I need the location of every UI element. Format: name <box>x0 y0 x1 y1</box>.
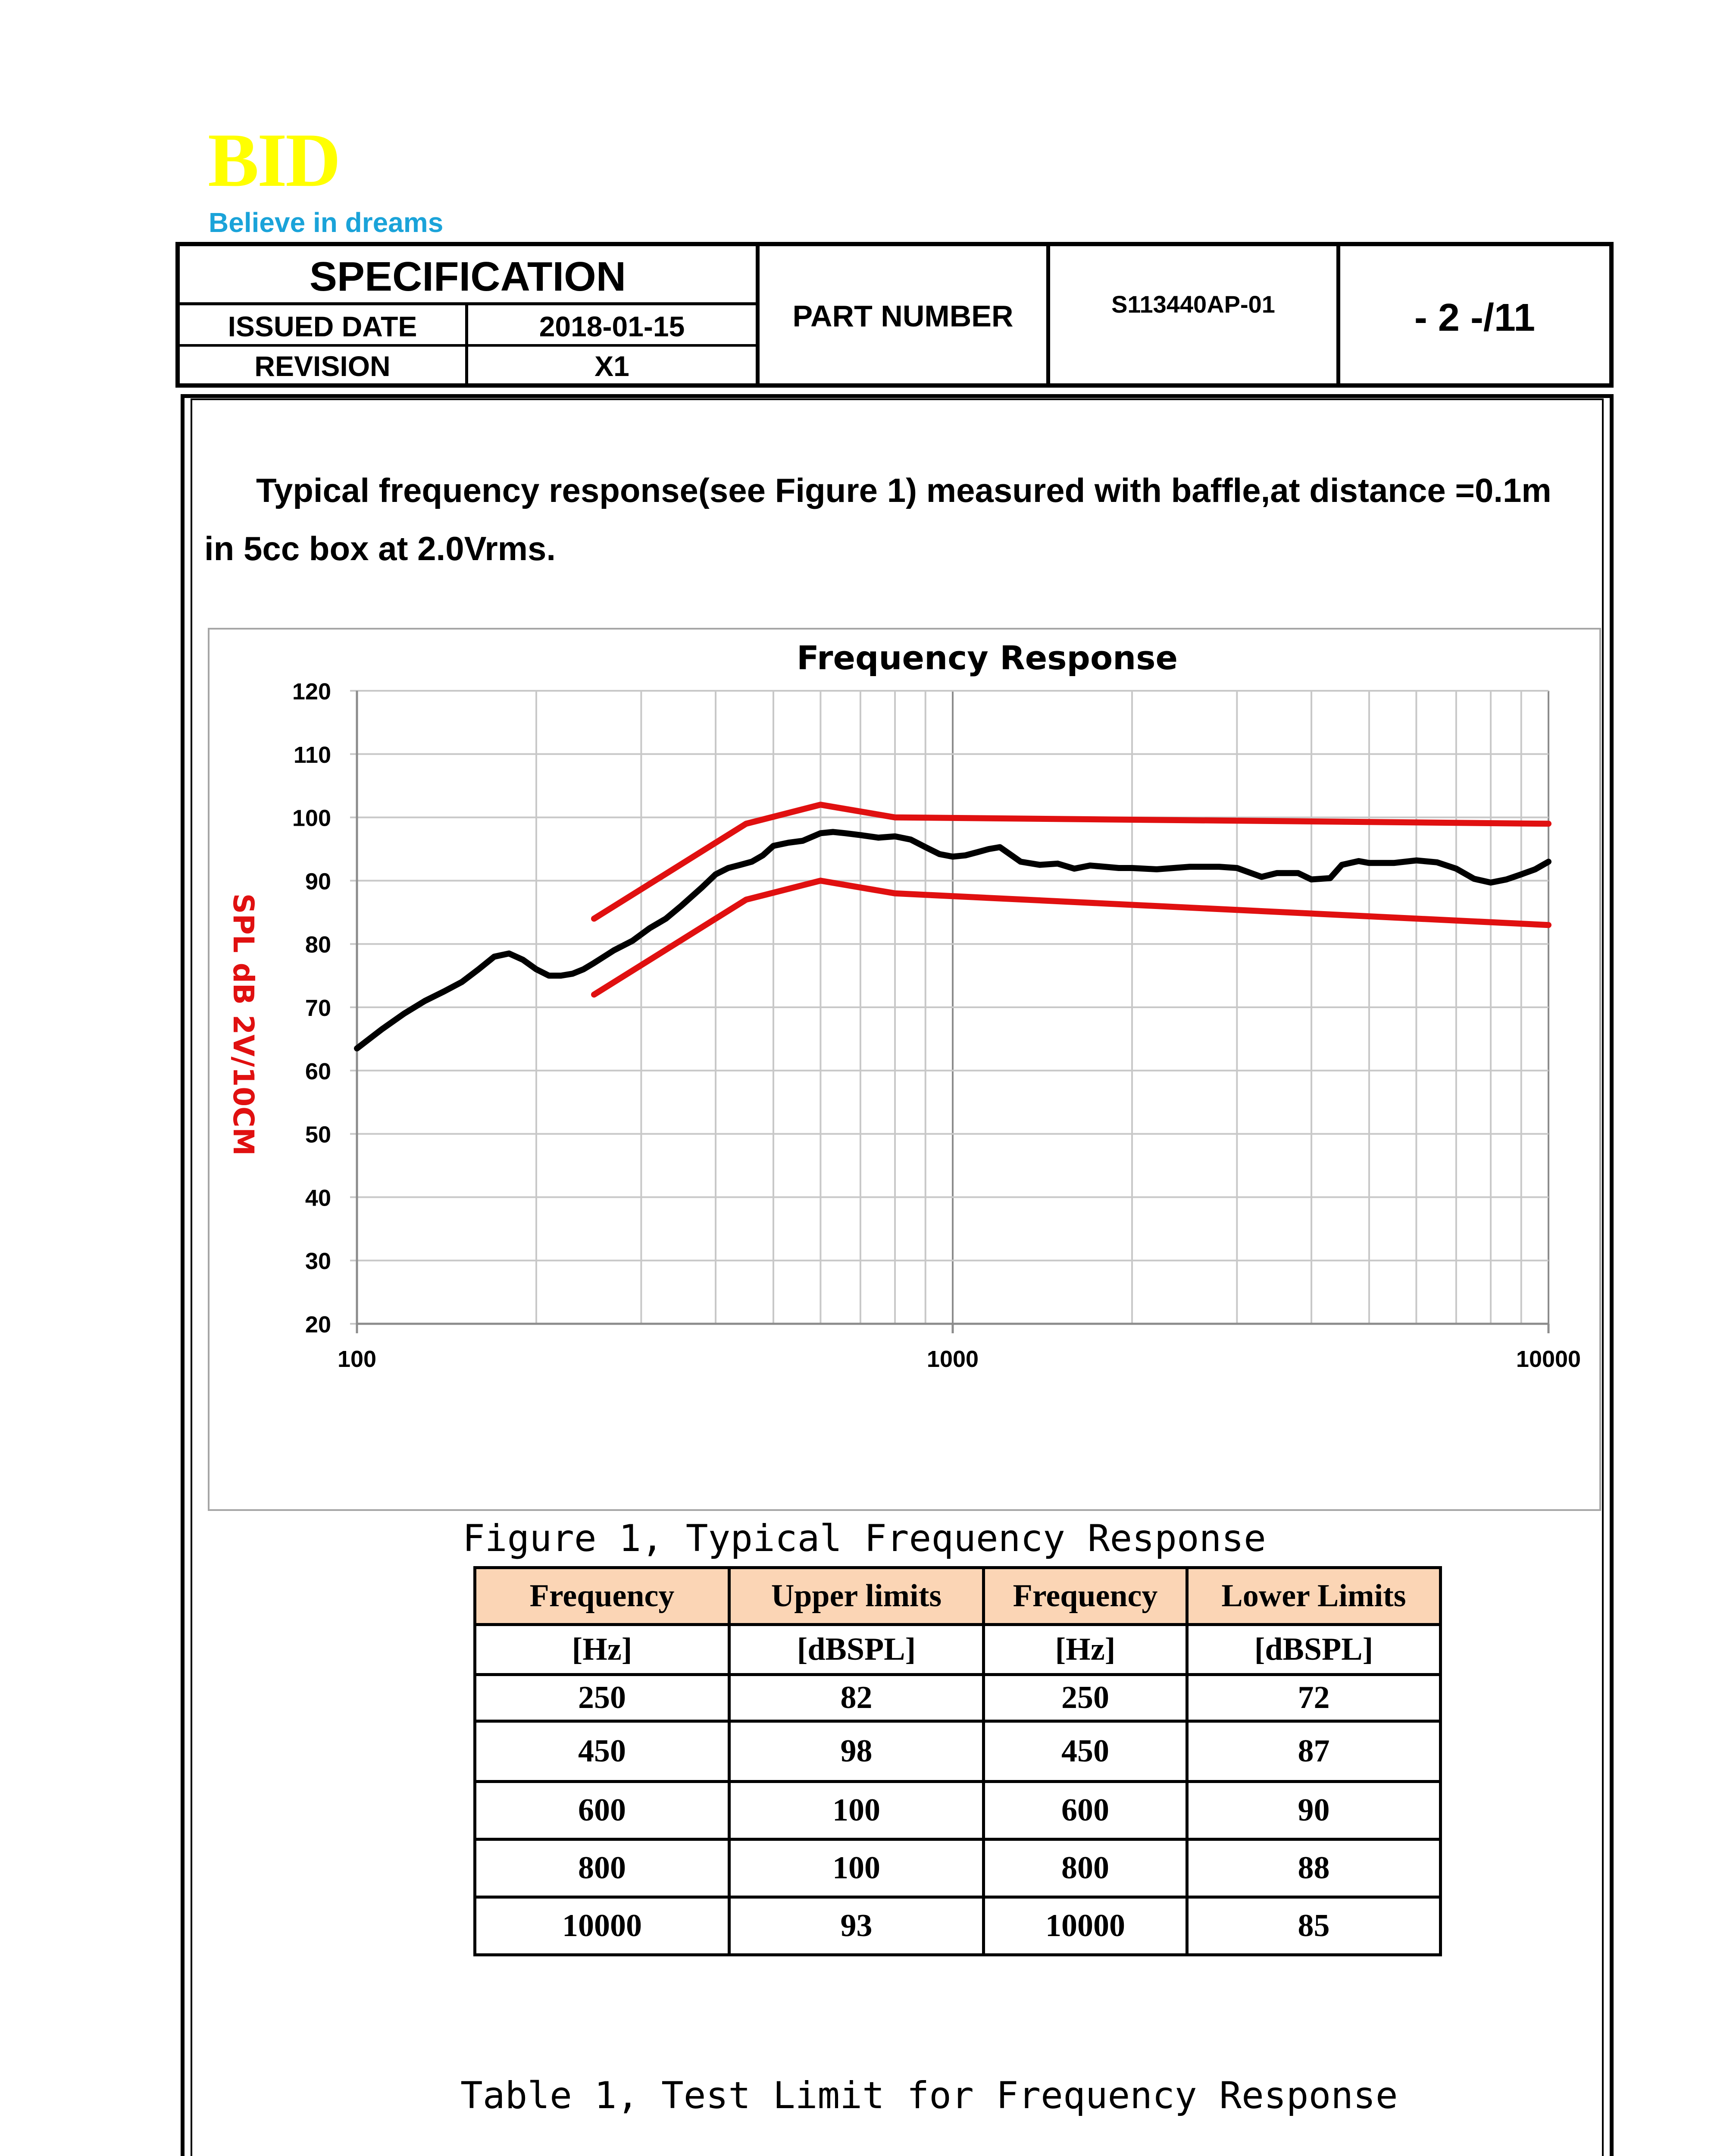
brand-logo: BID <box>208 117 339 203</box>
table-units-row <box>475 1625 1441 1675</box>
y-tick-label: 90 <box>305 868 331 895</box>
table-cell: 250 <box>984 1675 1187 1721</box>
table-cell: [dBSPL] <box>1187 1625 1441 1675</box>
table-cell: 82 <box>729 1675 984 1721</box>
issued-date-value: 2018-01-15 <box>539 310 685 342</box>
y-tick-label: 30 <box>305 1248 331 1275</box>
y-tick-label: 80 <box>305 932 331 958</box>
chart-title: Frequency Response <box>796 639 1178 677</box>
intro-line-2: in 5cc box at 2.0Vrms. <box>204 530 556 567</box>
intro-line-1: Typical frequency response(see Figure 1) measured with baffle,at distance =0.1m <box>256 471 1551 509</box>
table-row <box>475 1897 1441 1955</box>
brand-slogan: Believe in dreams <box>209 207 444 238</box>
y-tick-label: 100 <box>292 805 331 831</box>
table-caption: Table 1, Test Limit for Frequency Response <box>460 2074 1398 2117</box>
table-cell: 85 <box>1187 1897 1441 1955</box>
spec-title: SPECIFICATION <box>309 254 626 300</box>
header-divider <box>1046 246 1050 383</box>
table-cell: 100 <box>729 1839 984 1897</box>
table-cell: 600 <box>984 1782 1187 1839</box>
table-row <box>475 1839 1441 1897</box>
issued-date-label: ISSUED DATE <box>228 310 417 342</box>
table-cell: 250 <box>475 1675 729 1721</box>
table-cell: 100 <box>729 1782 984 1839</box>
table-cell: 90 <box>1187 1782 1441 1839</box>
part-number-label: PART NUMBER <box>792 299 1013 333</box>
table-row <box>475 1675 1441 1721</box>
header-divider <box>180 344 756 347</box>
table-cell: 800 <box>984 1839 1187 1897</box>
x-tick-label: 10000 <box>1516 1346 1581 1372</box>
table-row <box>475 1782 1441 1839</box>
lower-limit-line <box>594 881 1548 994</box>
table-cell: 10000 <box>984 1897 1187 1955</box>
x-tick-label: 100 <box>337 1346 377 1372</box>
header-divider <box>756 246 760 383</box>
table-header-row <box>475 1568 1441 1625</box>
y-tick-label: 60 <box>305 1058 331 1084</box>
table-cell: [dBSPL] <box>729 1625 984 1675</box>
table-cell: 98 <box>729 1721 984 1782</box>
table-cell: 450 <box>984 1721 1187 1782</box>
y-tick-label: 50 <box>305 1122 331 1148</box>
header-divider <box>1336 246 1340 383</box>
figure-caption: Figure 1, Typical Frequency Response <box>463 1517 1266 1560</box>
table-cell: 10000 <box>475 1897 729 1955</box>
table-row <box>475 1721 1441 1782</box>
y-tick-label: 120 <box>292 679 331 705</box>
table-header-cell: Frequency <box>984 1568 1187 1625</box>
table-cell: 87 <box>1187 1721 1441 1782</box>
spec-header <box>175 242 1614 388</box>
limits-table <box>473 1566 1442 1956</box>
part-number-value: S113440AP-01 <box>1111 291 1275 318</box>
table-cell: 800 <box>475 1839 729 1897</box>
table-header-cell: Lower Limits <box>1187 1568 1441 1625</box>
y-tick-label: 110 <box>293 742 331 768</box>
table-cell: 450 <box>475 1721 729 1782</box>
revision-value: X1 <box>594 350 629 382</box>
table-cell: 72 <box>1187 1675 1441 1721</box>
table-cell: 93 <box>729 1897 984 1955</box>
y-tick-label: 70 <box>305 995 331 1021</box>
y-axis-label: SPL dB 2V/10CM <box>227 893 260 1156</box>
frequency-response-chart <box>208 628 1601 1511</box>
table-header-cell: Upper limits <box>729 1568 984 1625</box>
table-cell: 88 <box>1187 1839 1441 1897</box>
y-tick-label: 20 <box>305 1312 331 1338</box>
y-tick-label: 40 <box>305 1185 331 1211</box>
x-tick-label: 1000 <box>926 1346 979 1372</box>
table-cell: [Hz] <box>984 1625 1187 1675</box>
header-divider <box>180 302 756 305</box>
revision-label: REVISION <box>254 350 391 382</box>
table-cell: [Hz] <box>475 1625 729 1675</box>
table-cell: 600 <box>475 1782 729 1839</box>
page-number: - 2 -/11 <box>1414 296 1536 339</box>
table-header-cell: Frequency <box>475 1568 729 1625</box>
